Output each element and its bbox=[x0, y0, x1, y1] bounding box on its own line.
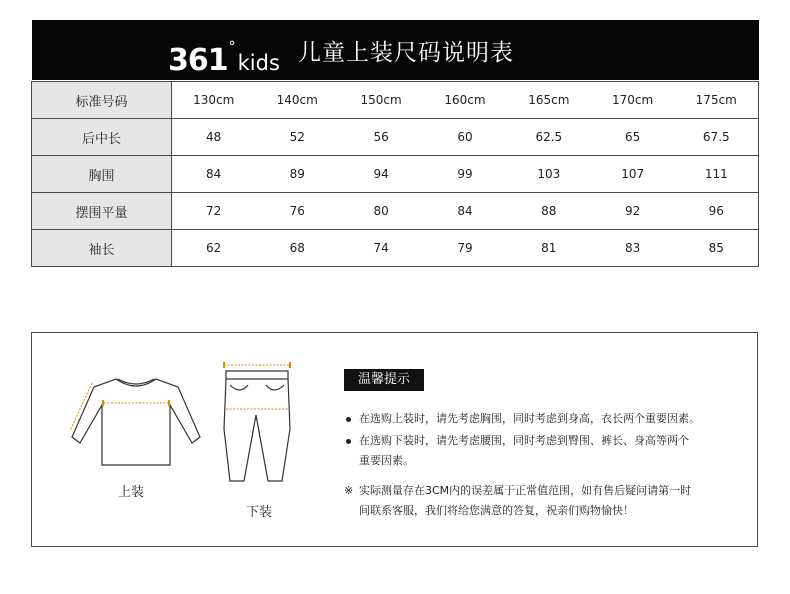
table-row bbox=[32, 119, 759, 156]
logo-degree: ° bbox=[228, 39, 236, 55]
logo-number: 361 bbox=[168, 43, 228, 78]
table-cell: 89 bbox=[255, 156, 339, 193]
page-title: 儿童上装尺码说明表 bbox=[298, 40, 514, 66]
table-cell: 99 bbox=[423, 156, 507, 193]
pants-icon bbox=[220, 361, 294, 491]
table-cell: 62 bbox=[172, 230, 256, 267]
notes-panel bbox=[31, 332, 758, 547]
table-cell: 175cm bbox=[675, 82, 759, 119]
logo-kids: kids bbox=[237, 51, 280, 75]
tip-text: 在选购下装时，请先考虑腰围，同时考虑到臀围、裤长、身高等两个 bbox=[359, 434, 689, 447]
brand-logo bbox=[168, 24, 280, 76]
tip-top-garment bbox=[359, 409, 700, 429]
table-cell: 62.5 bbox=[507, 119, 591, 156]
table-row bbox=[32, 230, 759, 267]
table-cell: 130cm bbox=[172, 82, 256, 119]
table-row bbox=[32, 82, 759, 119]
table-cell: 81 bbox=[507, 230, 591, 267]
row-header: 标准号码 bbox=[32, 82, 172, 119]
table-cell: 72 bbox=[172, 193, 256, 230]
table-cell: 67.5 bbox=[675, 119, 759, 156]
row-header: 袖长 bbox=[32, 230, 172, 267]
table-cell: 80 bbox=[339, 193, 423, 230]
table-cell: 84 bbox=[172, 156, 256, 193]
note-mark: ※ bbox=[344, 484, 354, 497]
bullet-icon bbox=[346, 439, 351, 444]
tips-title: 温馨提示 bbox=[344, 369, 424, 391]
table-cell: 92 bbox=[591, 193, 675, 230]
table-cell: 107 bbox=[591, 156, 675, 193]
table-cell: 84 bbox=[423, 193, 507, 230]
table-cell: 83 bbox=[591, 230, 675, 267]
table-cell: 96 bbox=[675, 193, 759, 230]
tip-text: 重要因素。 bbox=[359, 454, 414, 467]
table-cell: 48 bbox=[172, 119, 256, 156]
table-cell: 60 bbox=[423, 119, 507, 156]
measurement-note bbox=[344, 481, 692, 521]
note-text: 实际测量存在3CM内的误差属于正常值范围，如有售后疑问请第一时 bbox=[359, 484, 692, 497]
table-cell: 68 bbox=[255, 230, 339, 267]
tip-bottom-garment bbox=[359, 431, 689, 471]
sweater-icon bbox=[66, 371, 206, 471]
table-cell: 165cm bbox=[507, 82, 591, 119]
table-cell: 160cm bbox=[423, 82, 507, 119]
table-cell: 65 bbox=[591, 119, 675, 156]
table-cell: 103 bbox=[507, 156, 591, 193]
row-header: 摆围平量 bbox=[32, 193, 172, 230]
table-cell: 52 bbox=[255, 119, 339, 156]
table-cell: 74 bbox=[339, 230, 423, 267]
table-row bbox=[32, 193, 759, 230]
row-header: 胸围 bbox=[32, 156, 172, 193]
table-cell: 150cm bbox=[339, 82, 423, 119]
bottom-garment-label: 下装 bbox=[246, 505, 273, 520]
table-row bbox=[32, 156, 759, 193]
tip-text: 在选购上装时，请先考虑胸围，同时考虑到身高，衣长两个重要因素。 bbox=[359, 412, 700, 425]
table-cell: 88 bbox=[507, 193, 591, 230]
row-header: 后中长 bbox=[32, 119, 172, 156]
table-cell: 56 bbox=[339, 119, 423, 156]
top-garment-label: 上装 bbox=[118, 485, 145, 500]
note-text: 间联系客服，我们将给您满意的答复，祝亲们购物愉快！ bbox=[359, 504, 634, 517]
table-cell: 170cm bbox=[591, 82, 675, 119]
header-banner bbox=[32, 20, 759, 80]
table-cell: 76 bbox=[255, 193, 339, 230]
table-cell: 94 bbox=[339, 156, 423, 193]
table-cell: 140cm bbox=[255, 82, 339, 119]
size-table bbox=[31, 81, 759, 267]
table-cell: 111 bbox=[675, 156, 759, 193]
bullet-icon bbox=[346, 417, 351, 422]
table-cell: 85 bbox=[675, 230, 759, 267]
table-cell: 79 bbox=[423, 230, 507, 267]
